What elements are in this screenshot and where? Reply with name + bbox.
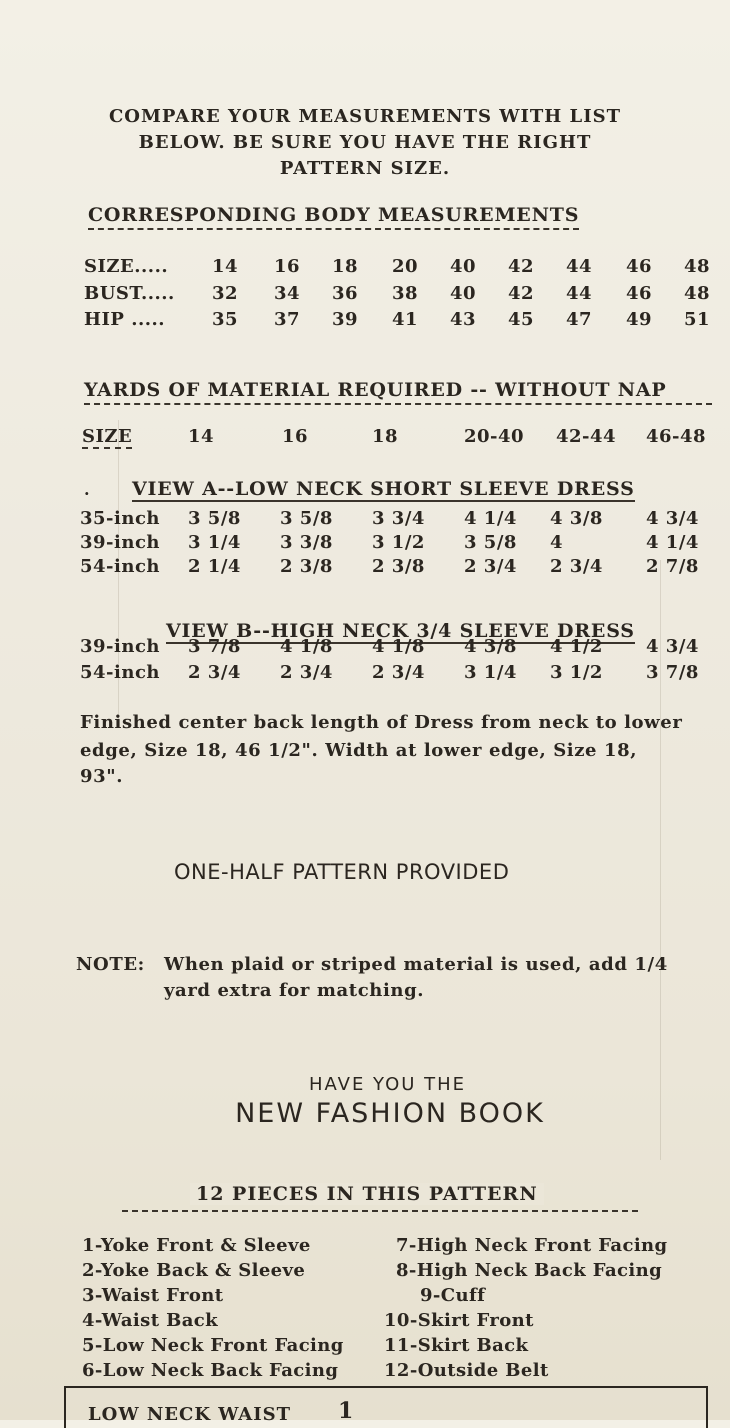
cell-value: 47 (566, 309, 593, 330)
cell-value: 34 (274, 283, 301, 304)
cell-value: 2 3/4 (372, 662, 425, 683)
cell-value: 3 3/4 (372, 508, 425, 529)
size-col: 20-40 (464, 426, 525, 447)
cell-value: 3 1/2 (550, 662, 603, 683)
one-half-pattern-notice: ONE-HALF PATTERN PROVIDED (174, 860, 510, 884)
piece-item: 12-Outside Belt (384, 1360, 549, 1381)
cell-value: 42 (508, 283, 535, 304)
cell-value: 2 1/4 (188, 556, 241, 577)
bullet-dot: · (84, 484, 90, 503)
note-line-2: yard extra for matching. (164, 980, 425, 1001)
piece-item: 3-Waist Front (82, 1285, 224, 1306)
cell-value: 46 (626, 256, 653, 277)
body-measurements-heading: CORRESPONDING BODY MEASUREMENTS (88, 204, 579, 230)
row-label: HIP ..... (84, 309, 166, 330)
intro-line-2: BELOW. BE SURE YOU HAVE THE RIGHT (138, 132, 592, 153)
cell-value: 2 3/4 (464, 556, 517, 577)
piece-item: 5-Low Neck Front Facing (82, 1335, 344, 1356)
cell-value: 38 (392, 283, 419, 304)
intro-line-3: PATTERN SIZE. (279, 158, 451, 179)
cell-value: 2 3/4 (280, 662, 333, 683)
cell-value: 4 1/4 (646, 532, 699, 553)
cell-value: 41 (392, 309, 419, 330)
piece-item: 9-Cuff (420, 1285, 486, 1306)
note-label: NOTE: (76, 954, 145, 975)
row-label: SIZE..... (84, 256, 169, 277)
fashion-book-line-2: NEW FASHION BOOK (235, 1098, 545, 1129)
size-col: 18 (372, 426, 399, 447)
cell-value: 14 (212, 256, 239, 277)
size-col: 42-44 (556, 426, 617, 447)
cell-value: 20 (392, 256, 419, 277)
piece-item: 10-Skirt Front (384, 1310, 534, 1331)
view-a-row (82, 556, 712, 582)
pieces-heading: 12 PIECES IN THIS PATTERN (190, 1183, 544, 1205)
cell-value: 2 3/4 (550, 556, 603, 577)
cell-value: 18 (332, 256, 359, 277)
fashion-book-line-1: HAVE YOU THE (308, 1074, 467, 1095)
view-a-row (82, 508, 712, 534)
size-col: 14 (188, 426, 215, 447)
finished-length-line-3: 93". (80, 766, 124, 787)
body-measurement-row (82, 309, 712, 335)
row-label: 54-inch (80, 556, 160, 577)
cell-value: 2 7/8 (646, 556, 699, 577)
view-b-title: VIEW B--HIGH NECK 3/4 SLEEVE DRESS (166, 620, 635, 642)
cell-value: 4 (550, 532, 564, 553)
row-label: 35-inch (80, 508, 160, 529)
cell-value: 45 (508, 309, 535, 330)
cell-value: 43 (450, 309, 477, 330)
cell-value: 4 1/4 (464, 508, 517, 529)
cell-value: 44 (566, 256, 593, 277)
cell-value: 3 7/8 (646, 662, 699, 683)
cell-value: 2 3/8 (280, 556, 333, 577)
cell-value: 4 3/4 (646, 636, 699, 657)
size-col: 16 (282, 426, 309, 447)
cell-value: 4 3/8 (464, 636, 517, 657)
finished-length-line-2: edge, Size 18, 46 1/2". Width at lower edge, Size 18, (80, 740, 638, 761)
row-label: 54-inch (80, 662, 160, 683)
cell-value: 3 5/8 (188, 508, 241, 529)
cell-value: 36 (332, 283, 359, 304)
cell-value: 48 (684, 283, 711, 304)
row-label: 39-inch (80, 532, 160, 553)
pieces-right-column (384, 1233, 668, 1383)
yardage-size-row (82, 426, 712, 452)
cell-value: 3 1/2 (372, 532, 425, 553)
yardage-heading: YARDS OF MATERIAL REQUIRED -- WITHOUT NAP (84, 379, 712, 405)
view-a-title: VIEW A--LOW NECK SHORT SLEEVE DRESS (132, 478, 635, 500)
cell-value: 40 (450, 283, 477, 304)
intro-line-1: COMPARE YOUR MEASUREMENTS WITH LIST (108, 106, 622, 127)
row-label: 39-inch (80, 636, 160, 657)
body-measurement-row (82, 256, 712, 282)
view-b-row (82, 662, 712, 688)
cell-value: 4 1/8 (372, 636, 425, 657)
cell-value: 35 (212, 309, 239, 330)
cell-value: 49 (626, 309, 653, 330)
piece-item: 11-Skirt Back (384, 1335, 529, 1356)
note-line-1: When plaid or striped material is used, add 1/4 (164, 954, 668, 975)
cell-value: 48 (684, 256, 711, 277)
cell-value: 4 1/2 (550, 636, 603, 657)
cut-piece-number: 1 (338, 1398, 354, 1424)
cell-value: 3 5/8 (280, 508, 333, 529)
size-col: 46-48 (646, 426, 707, 447)
row-label: BUST..... (84, 283, 175, 304)
cell-value: 40 (450, 256, 477, 277)
cell-value: 39 (332, 309, 359, 330)
finished-length-line-1: Finished center back length of Dress from neck to lower (80, 712, 683, 733)
body-measurement-row (82, 283, 712, 309)
cut-piece-text: LOW NECK WAIST (88, 1404, 292, 1425)
cell-value: 3 1/4 (464, 662, 517, 683)
cell-value: 37 (274, 309, 301, 330)
cell-value: 51 (684, 309, 711, 330)
piece-item: 6-Low Neck Back Facing (82, 1360, 339, 1381)
cell-value: 3 7/8 (188, 636, 241, 657)
piece-item: 8-High Neck Back Facing (396, 1260, 663, 1281)
cell-value: 16 (274, 256, 301, 277)
pieces-left-column (82, 1233, 344, 1383)
piece-item: 7-High Neck Front Facing (396, 1235, 668, 1256)
cell-value: 46 (626, 283, 653, 304)
cell-value: 4 3/8 (550, 508, 603, 529)
cell-value: 32 (212, 283, 239, 304)
cell-value: 4 3/4 (646, 508, 699, 529)
piece-item: 2-Yoke Back & Sleeve (82, 1260, 306, 1281)
cell-value: 2 3/8 (372, 556, 425, 577)
cell-value: 2 3/4 (188, 662, 241, 683)
size-label: SIZE (82, 426, 133, 447)
cell-value: 3 3/8 (280, 532, 333, 553)
cell-value: 42 (508, 256, 535, 277)
view-a-row (82, 532, 712, 558)
piece-item: 4-Waist Back (82, 1310, 218, 1331)
cell-value: 44 (566, 283, 593, 304)
cell-value: 3 1/4 (188, 532, 241, 553)
cell-value: 4 1/8 (280, 636, 333, 657)
piece-item: 1-Yoke Front & Sleeve (82, 1235, 311, 1256)
view-b-row (82, 636, 712, 662)
cell-value: 3 5/8 (464, 532, 517, 553)
